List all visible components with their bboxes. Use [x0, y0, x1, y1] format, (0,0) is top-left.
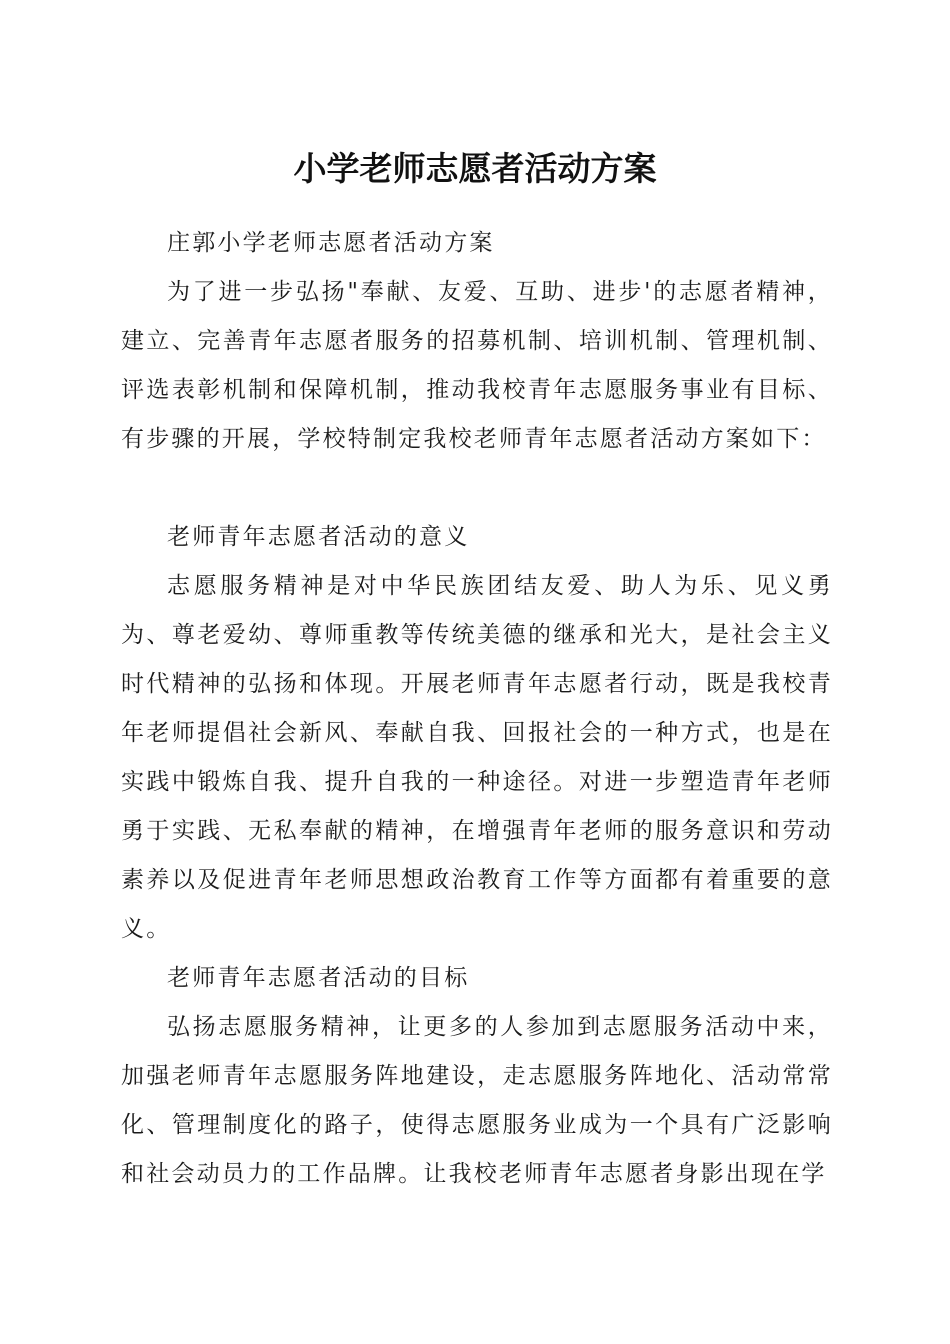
significance-paragraph: 志愿服务精神是对中华民族团结友爱、助人为乐、见义勇为、尊老爱幼、尊师重教等传统美德的继承和光大，是社会主义时代精神的弘扬和体现。开展老师青年志愿者行动，既是我校青年老师提倡社会新风、奉献自我、回报社会的一种方式，也是在实践中锻炼自我、提升自我的一种途径。对进一步塑造青年老师勇于实践、无私奉献的精神，在增强青年老师的服务意识和劳动素养以及促进青年老师思想政治教育工作等方面都有着重要的意义。: [121, 573, 833, 942]
section-heading-significance: 老师青年志愿者活动的意义: [167, 524, 470, 550]
paragraph-spacer: [121, 464, 833, 513]
section-heading-goals: 老师青年志愿者活动的目标: [167, 965, 470, 991]
document-body: [121, 219, 833, 1199]
goals-paragraph: 弘扬志愿服务精神，让更多的人参加到志愿服务活动中来，加强老师青年志愿服务阵地建设，走志愿服务阵地化、活动常常化、管理制度化的路子，使得志愿服务业成为一个具有广泛影响和社会动员力的工作品牌。让我校老师青年志愿者身影出现在学: [121, 1014, 833, 1187]
document-title: 小学老师志愿者活动方案: [293, 149, 657, 188]
intro-paragraph: 为了进一步弘扬"奉献、友爱、互助、进步'的志愿者精神，建立、完善青年志愿者服务的招募机制、培训机制、管理机制、评选表彰机制和保障机制，推动我校青年志愿服务事业有目标、有步骤的开展，学校特制定我校老师青年志愿者活动方案如下：: [121, 279, 833, 452]
subtitle-paragraph: 庄郭小学老师志愿者活动方案: [167, 230, 495, 256]
